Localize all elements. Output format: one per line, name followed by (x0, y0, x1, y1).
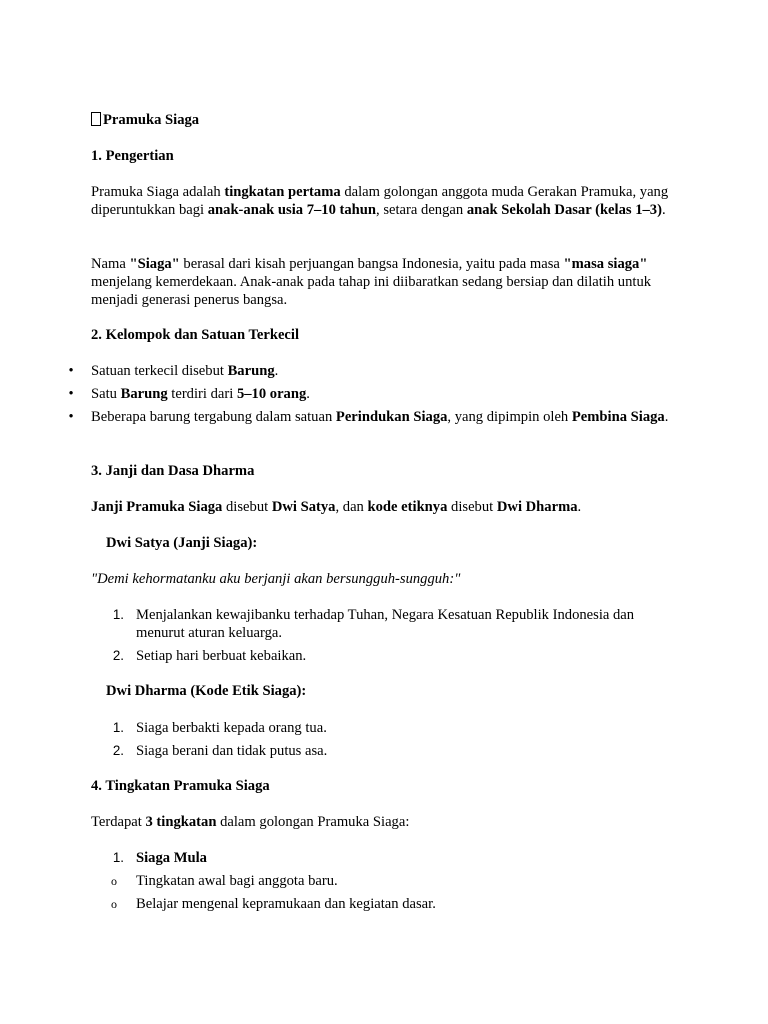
document-title: Pramuka Siaga (91, 111, 681, 129)
list-item: Siaga berbakti kepada orang tua. (136, 720, 327, 736)
section-1-paragraph-2: Nama "Siaga" berasal dari kisah perjuangan bangsa Indonesia, yaitu pada masa "masa siaga" menjelang kemerdekaan. Anak-anak pada tahap ini diibaratkan sedang bersiap dan dilatih untuk menjadi generasi penerus bangsa. (91, 256, 652, 308)
list-number: 1. (112, 720, 124, 735)
list-item: Siaga berani dan tidak putus asa. (136, 743, 328, 759)
list-item: Setiap hari berbuat kebaikan. (136, 648, 307, 664)
sub-list-item: Belajar mengenal kepramukaan dan kegiatan dasar. (136, 896, 436, 912)
section-4-heading: 4. Tingkatan Pramuka Siaga (91, 778, 270, 794)
section-1-heading: 1. Pengertian (91, 148, 174, 164)
list-item: Beberapa barung tergabung dalam satuan Perindukan Siaga, yang dipimpin oleh Pembina Siaga. (91, 409, 669, 425)
section-1-paragraph-1: Pramuka Siaga adalah tingkatan pertama dalam golongan anggota muda Gerakan Pramuka, yang diperuntukkan bagi anak-anak usia 7–10 tahun, setara dengan anak Sekolah Dasar (kelas 1–3). (91, 184, 669, 218)
bullet-marker: • (68, 409, 74, 425)
dwi-satya-heading: Dwi Satya (Janji Siaga): (106, 535, 258, 551)
list-number: 1. (112, 607, 124, 622)
list-item: Siaga Mula (136, 850, 207, 866)
section-3-paragraph: Janji Pramuka Siaga disebut Dwi Satya, dan kode etiknya disebut Dwi Dharma. (91, 499, 582, 515)
dwi-satya-quote: "Demi kehormatanku aku berjanji akan bersungguh-sungguh:" (91, 571, 461, 587)
missing-glyph-icon (91, 112, 101, 126)
bullet-marker: • (68, 386, 74, 402)
list-number: 2. (112, 743, 124, 758)
list-number: 2. (112, 648, 124, 663)
dwi-dharma-heading: Dwi Dharma (Kode Etik Siaga): (106, 683, 307, 699)
sub-list-item: Tingkatan awal bagi anggota baru. (136, 873, 338, 889)
list-item: Satuan terkecil disebut Barung. (91, 363, 279, 379)
section-4-paragraph: Terdapat 3 tingkatan dalam golongan Pramuka Siaga: (91, 814, 410, 830)
list-item: Menjalankan kewajibanku terhadap Tuhan, Negara Kesatuan Republik Indonesia dan menurut aturan keluarga. (136, 607, 635, 641)
sub-bullet-marker: o (111, 897, 117, 911)
list-item: Satu Barung terdiri dari 5–10 orang. (91, 386, 310, 402)
section-2-heading: 2. Kelompok dan Satuan Terkecil (91, 327, 300, 343)
sub-bullet-marker: o (111, 874, 117, 888)
bullet-marker: • (68, 363, 74, 379)
section-3-heading: 3. Janji dan Dasa Dharma (91, 463, 255, 479)
list-number: 1. (112, 850, 124, 865)
